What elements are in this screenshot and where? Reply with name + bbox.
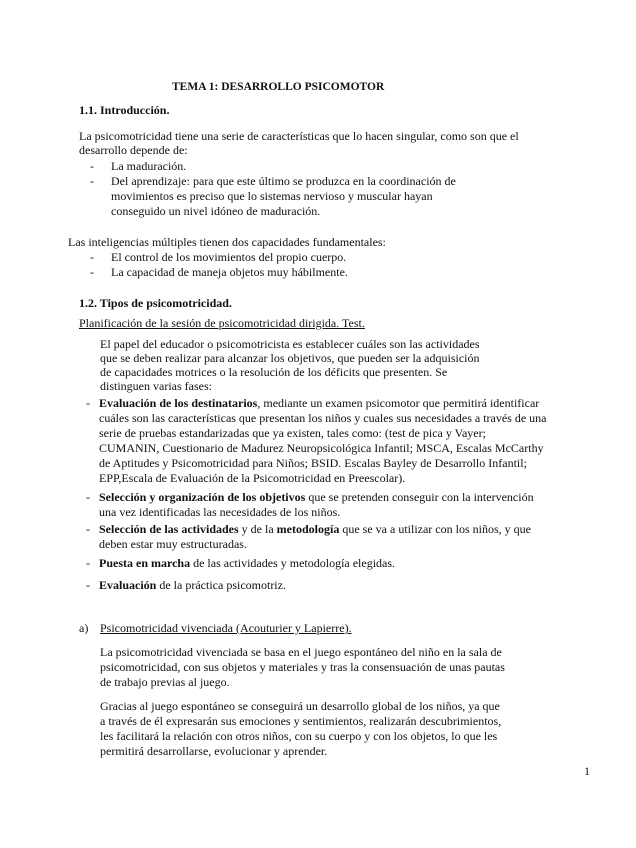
phase-puesta-en-marcha bbox=[99, 556, 395, 570]
phase-line: EPP,Escala de Evaluación de la Psicomotricidad en Preescolar). bbox=[99, 471, 406, 485]
paragraph-line: Gracias al juego espontáneo se conseguirá un desarrollo global de los niños, ya que bbox=[100, 699, 500, 713]
phase-line: de Aptitudes y Psicomotricidad para Niños; BSID. Escalas Bayley de Desarrollo Infantil; bbox=[99, 456, 527, 470]
paragraph-line: de capacidades motrices o la resolución de los déficits que presenten. Se bbox=[100, 365, 448, 379]
intelligences-text: Las inteligencias múltiples tienen dos capacidades fundamentales: bbox=[68, 235, 386, 249]
list-item: La capacidad de maneja objetos muy hábilmente. bbox=[111, 265, 348, 279]
section-heading-introduccion: 1.1. Introducción. bbox=[79, 103, 170, 117]
list-dash: - bbox=[86, 578, 90, 592]
phase-text: de la práctica psicomotriz. bbox=[156, 578, 286, 592]
subsection-marker: a) bbox=[79, 621, 89, 635]
phase-title-metodologia: metodología bbox=[276, 522, 340, 536]
phase-line: CUMANIN, Cuestionario de Madurez Neuropsicológica Infantil; MSCA, Escalas McCarthy bbox=[99, 441, 544, 455]
paragraph-line: psicomotricidad, con sus objetos y materiales y tras la consensuación de unas pautas bbox=[100, 660, 505, 674]
intro-line: La psicomotricidad tiene una serie de características que lo hacen singular, como son que el bbox=[79, 129, 519, 143]
list-dash: - bbox=[90, 159, 94, 173]
paragraph-line: de trabajo previas al juego. bbox=[100, 675, 230, 689]
phase-title: Puesta en marcha bbox=[99, 556, 191, 570]
phase-evaluacion-practica bbox=[99, 578, 286, 592]
list-dash: - bbox=[86, 490, 90, 504]
page-number: 1 bbox=[584, 764, 590, 778]
phase-line: serie de pruebas estandarizadas que ya existen, tales como: (test de pica y Vayer; bbox=[99, 426, 486, 440]
list-dash: - bbox=[86, 556, 90, 570]
phase-text: que se pretenden conseguir con la intervención bbox=[305, 490, 534, 504]
phase-line: cuáles son las características que presentan los niños y cuales sus necesidades a través de una bbox=[99, 411, 547, 425]
phase-title: Evaluación bbox=[99, 578, 157, 592]
list-item-continuation: conseguido un nivel idóneo de maduración. bbox=[111, 204, 321, 218]
phase-seleccion-actividades bbox=[99, 522, 531, 536]
phase-line: deben estar muy estructuradas. bbox=[99, 537, 247, 551]
section-heading-tipos: 1.2. Tipos de psicomotricidad. bbox=[79, 296, 232, 310]
phase-title: Selección de las actividades bbox=[99, 522, 239, 536]
paragraph-line: les facilitará la relación con otros niños, con su cuerpo y con los objetos, lo que les bbox=[100, 729, 498, 743]
subsection-heading-vivenciada: Psicomotricidad vivenciada (Acouturier y Lapierre). bbox=[100, 621, 352, 635]
list-dash: - bbox=[86, 396, 90, 410]
list-dash: - bbox=[86, 522, 90, 536]
phase-line: una vez identificadas las necesidades de los niños. bbox=[99, 505, 341, 519]
list-dash: - bbox=[90, 250, 94, 264]
phase-evaluacion-destinatarios bbox=[99, 396, 539, 410]
paragraph-line: La psicomotricidad vivenciada se basa en el juego espontáneo del niño en la sala de bbox=[100, 645, 502, 659]
paragraph-line: distinguen varias fases: bbox=[100, 379, 212, 393]
paragraph-line: a través de él expresarán sus emociones y sentimientos, realizarán descubrimientos, bbox=[100, 714, 502, 728]
phase-text: y de la bbox=[238, 522, 277, 536]
phase-seleccion-objetivos bbox=[99, 490, 534, 504]
phase-title: Evaluación de los destinatarios bbox=[99, 396, 258, 410]
list-item: El control de los movimientos del propio cuerpo. bbox=[111, 250, 347, 264]
list-dash: - bbox=[90, 265, 94, 279]
subheading-planificacion: Planificación de la sesión de psicomotricidad dirigida. Test. bbox=[79, 316, 365, 330]
phase-text: , mediante un examen psicomotor que permitirá identificar bbox=[257, 396, 540, 410]
paragraph-line: permitirá desarrollarse, evolucionar y aprender. bbox=[100, 744, 328, 758]
phase-title: Selección y organización de los objetivos bbox=[99, 490, 306, 504]
paragraph-line: que se deben realizar para alcanzar los objetivos, que pueden ser la adquisición bbox=[100, 351, 480, 365]
intro-line: desarrollo depende de: bbox=[79, 143, 188, 157]
document-title: TEMA 1: DESARROLLO PSICOMOTOR bbox=[172, 81, 385, 93]
phase-text: de las actividades y metodología elegidas. bbox=[190, 556, 396, 570]
list-item: Del aprendizaje: para que este último se produzca en la coordinación de bbox=[111, 174, 456, 188]
list-item: La maduración. bbox=[111, 159, 187, 173]
list-dash: - bbox=[90, 174, 94, 188]
paragraph-line: El papel del educador o psicomotricista es establecer cuáles son las actividades bbox=[100, 337, 480, 351]
list-item-continuation: movimientos es preciso que lo sistemas nervioso y muscular hayan bbox=[111, 189, 433, 203]
phase-text: que se va a utilizar con los niños, y que bbox=[339, 522, 531, 536]
